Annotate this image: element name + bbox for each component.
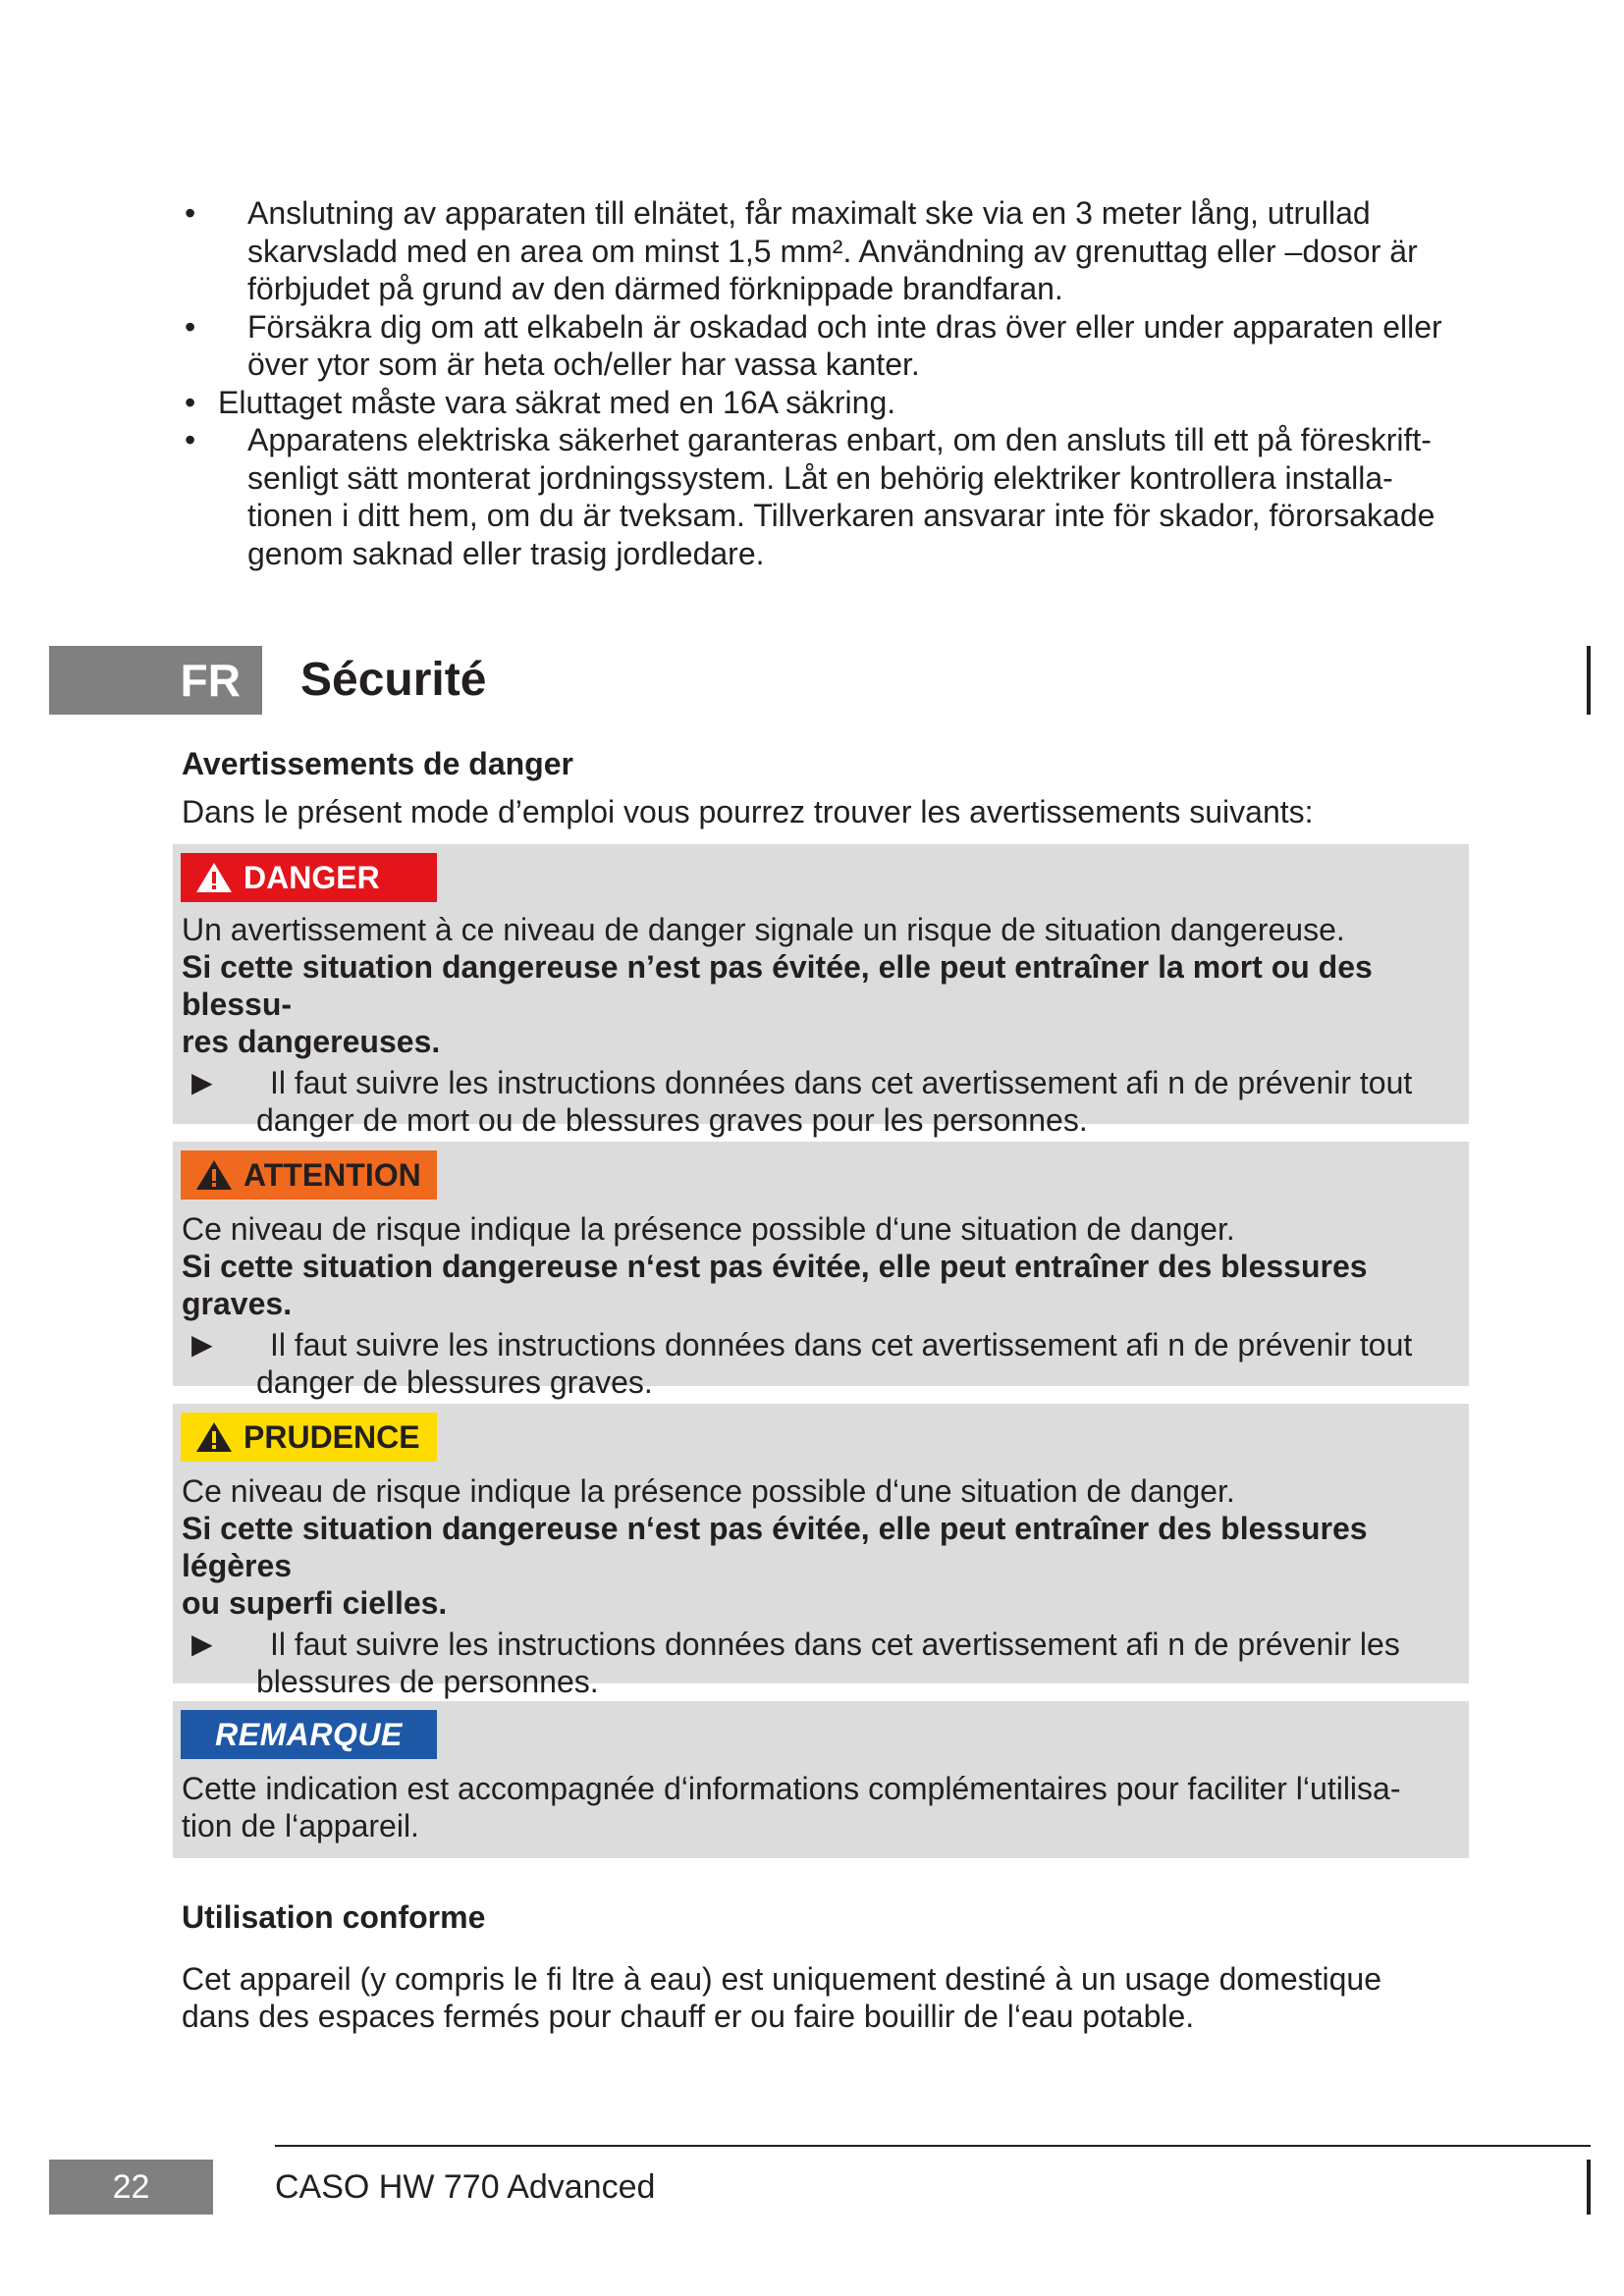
attention-description: Ce niveau de risque indique la présence possible d‘une situation de danger. <box>182 1211 1235 1247</box>
warning-triangle-icon <box>194 1158 234 1192</box>
proper-use-line: Cet appareil (y compris le fi ltre à eau) est uniquement destiné à un usage domestique <box>182 1961 1382 1997</box>
instruction-line: danger de blessures graves. <box>256 1364 653 1400</box>
instruction-line: Il faut suivre les instructions données dans cet avertissement afi n de prévenir tout <box>270 1327 1413 1362</box>
language-code: FR <box>180 655 241 706</box>
prudence-text <box>182 1472 1458 1700</box>
warnings-heading: Avertissements de danger <box>182 746 573 781</box>
prudence-label: PRUDENCE <box>244 1418 420 1455</box>
list-item-line: Eluttaget måste vara säkrat med en 16A säkring. <box>218 384 896 420</box>
list-item: • Försäkra dig om att elkabeln är oskadad och inte dras över eller under apparaten eller över ytor som är heta och/eller har vassa kanter. <box>177 308 1473 384</box>
remarque-line: tion de l‘appareil. <box>182 1808 419 1843</box>
margin-marker <box>1587 2160 1591 2215</box>
list-item-line: Försäkra dig om att elkabeln är oskadad och inte dras över eller under apparaten eller <box>247 308 1442 345</box>
list-item: • Apparatens elektriska säkerhet garanteras enbart, om den ansluts till ett på föreskrift- senligt sätt monterat jordningssystem. Låt en behörig elektriker kontrollera installa- tionen i ditt hem, om du är tveksam. Tillverkaren ansvarar inte för skador, förorsakade genom saknad eller trasig jordledare. <box>177 421 1473 572</box>
swedish-bullet-list <box>177 194 1473 572</box>
instruction-line: danger de mort ou de blessures graves pour les personnes. <box>256 1102 1088 1138</box>
remarque-text <box>182 1770 1458 1844</box>
danger-instruction <box>182 1064 1458 1139</box>
attention-instruction <box>182 1326 1458 1401</box>
proper-use-text <box>182 1960 1478 2035</box>
danger-label: DANGER <box>244 859 380 895</box>
proper-use-line: dans des espaces fermés pour chauff er ou faire bouillir de l‘eau potable. <box>182 1999 1195 2034</box>
danger-consequence-line: res dangereuses. <box>182 1024 441 1059</box>
prudence-consequence-line: ou superfi cielles. <box>182 1585 448 1621</box>
remarque-box <box>173 1701 1469 1858</box>
prudence-box <box>173 1404 1469 1699</box>
danger-consequence-line: Si cette situation dangereuse n’est pas évitée, elle peut entraîner la mort ou des blessu- <box>182 949 1373 1022</box>
product-name: CASO HW 770 Advanced <box>275 2168 656 2206</box>
remarque-line: Cette indication est accompagnée d‘informations complémentaires pour faciliter l‘utilisa- <box>182 1771 1401 1806</box>
instruction-line: blessures de personnes. <box>256 1664 599 1699</box>
warning-triangle-icon <box>194 861 234 894</box>
list-item-line: Anslutning av apparaten till elnätet, får maximalt ske via en 3 meter lång, utrullad <box>247 195 1371 231</box>
list-item-line: skarvsladd med en area om minst 1,5 mm². Användning av grenuttag eller –dosor är <box>247 233 1418 269</box>
attention-label: ATTENTION <box>244 1156 421 1193</box>
proper-use-heading: Utilisation conforme <box>182 1899 486 1935</box>
attention-consequence-line: Si cette situation dangereuse n‘est pas évitée, elle peut entraîner des blessures graves. <box>182 1249 1368 1321</box>
attention-badge <box>181 1150 437 1200</box>
list-item: • Anslutning av apparaten till elnätet, får maximalt ske via en 3 meter lång, utrullad skarvsladd med en area om minst 1,5 mm². Användning av grenuttag eller –dosor är förbjudet på grund av den därmed förknippade brandfaran. <box>177 194 1473 308</box>
danger-description: Un avertissement à ce niveau de danger signale un risque de situation dangereuse. <box>182 912 1345 947</box>
language-tab <box>49 646 262 715</box>
instruction-line: Il faut suivre les instructions données dans cet avertissement afi n de prévenir tout <box>270 1065 1413 1100</box>
list-item-line: över ytor som är heta och/eller har vassa kanter. <box>247 347 920 382</box>
margin-marker <box>1587 646 1591 715</box>
instruction-line: Il faut suivre les instructions données dans cet avertissement afi n de prévenir les <box>270 1627 1400 1662</box>
list-item-line: förbjudet på grund av den därmed förknippade brandfaran. <box>247 271 1063 306</box>
list-item-line: Apparatens elektriska säkerhet garanteras enbart, om den ansluts till ett på föreskrift- <box>247 422 1432 457</box>
danger-box <box>173 844 1469 1138</box>
list-item: • Eluttaget måste vara säkrat med en 16A säkring. <box>177 384 1473 422</box>
warning-triangle-icon <box>194 1420 234 1454</box>
footer-divider <box>275 2145 1591 2147</box>
prudence-description: Ce niveau de risque indique la présence possible d‘une situation de danger. <box>182 1473 1235 1509</box>
arrow-right-icon: ▶ <box>191 1067 213 1097</box>
list-item-line: tionen i ditt hem, om du är tveksam. Tillverkaren ansvarar inte för skador, förorsakade <box>247 498 1435 533</box>
prudence-consequence-line: Si cette situation dangereuse n‘est pas évitée, elle peut entraîner des blessures légères <box>182 1511 1368 1583</box>
list-item-line: genom saknad eller trasig jordledare. <box>247 535 765 571</box>
remarque-label: REMARQUE <box>215 1716 403 1752</box>
danger-badge <box>181 853 437 902</box>
remarque-badge <box>181 1710 437 1759</box>
page-number: 22 <box>49 2160 213 2215</box>
section-title: Sécurité <box>300 654 487 706</box>
list-item-line: senligt sätt monterat jordningssystem. Låt en behörig elektriker kontrollera installa- <box>247 459 1393 496</box>
arrow-right-icon: ▶ <box>191 1629 213 1659</box>
arrow-right-icon: ▶ <box>191 1329 213 1360</box>
attention-box <box>173 1142 1469 1400</box>
warnings-intro-text: Dans le présent mode d’emploi vous pourrez trouver les avertissements suivants: <box>182 794 1314 829</box>
danger-text <box>182 911 1458 1139</box>
attention-text <box>182 1210 1458 1401</box>
prudence-badge <box>181 1413 437 1462</box>
prudence-instruction <box>182 1626 1458 1700</box>
